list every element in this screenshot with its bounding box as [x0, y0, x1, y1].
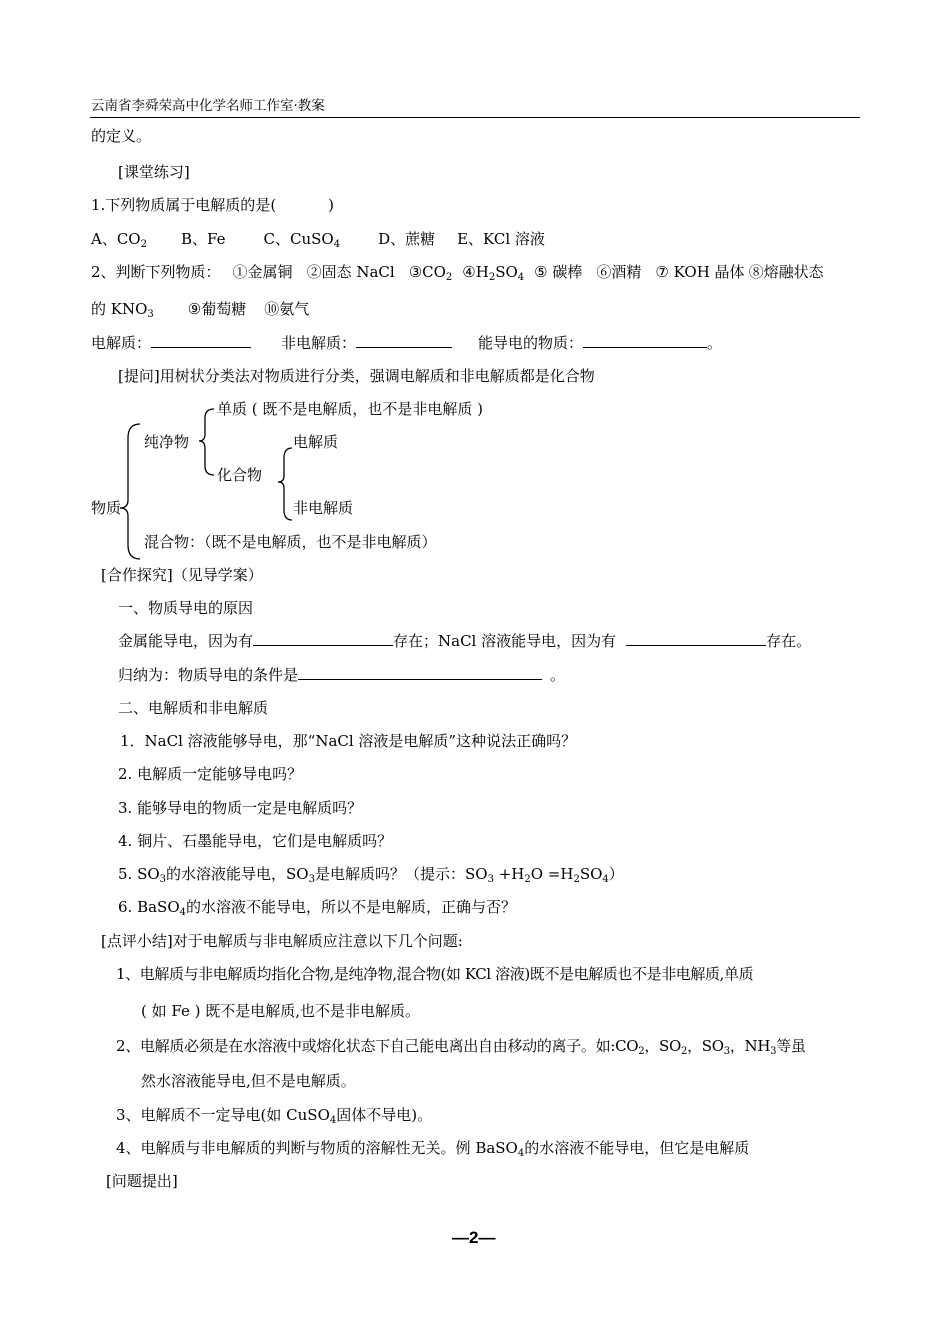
section-1-line-1: 金属能导电，因为有 存在；NaCl 溶液能导电，因为有 存在。 — [118, 632, 812, 650]
non-electrolyte-label: 非电解质： — [281, 334, 357, 352]
explore-q3: 3. 能够导电的物质一定是电解质吗？ — [118, 799, 363, 817]
tree-mixture: 混合物：（既不是电解质，也不是非电解质） — [144, 533, 437, 551]
explore-q2: 2. 电解质一定能够导电吗？ — [118, 765, 303, 783]
brace-compound — [278, 448, 292, 520]
brace-root — [120, 424, 140, 559]
tree-pure: 纯净物 — [144, 433, 190, 451]
tree-element: 单质 ( 既不是电解质，也不是非电解质 ) — [217, 400, 484, 418]
item-5: ⑤ 碳棒 — [534, 263, 583, 281]
explore-q1: 1．NaCl 溶液能够导电，那“NaCl 溶液是电解质”这种说法正确吗？ — [120, 732, 577, 750]
item-4: $④H_2SO_4$ — [462, 263, 525, 283]
option-e: E、KCl 溶液 — [457, 230, 545, 248]
summary-point-2-cont: 然水溶液能导电,但不是电解质。 — [141, 1072, 356, 1090]
intro-tail: 的定义。 — [91, 127, 152, 145]
question-2: 2、判断下列物质： ①金属铜 ②固态 NaCl $③CO_2$ $④H_2SO_4$ ⑤ 碳棒 ⑥酒精 ⑦ KOH 晶体 ⑧熔融状态 — [91, 263, 824, 283]
page-number: —2— — [452, 1228, 496, 1247]
section-2-title: 二、电解质和非电解质 — [118, 699, 269, 717]
page-header-title: 云南省李舜荣高中化学名师工作室·教案 — [91, 98, 325, 114]
item-9: ⑨葡萄糖 — [187, 300, 247, 318]
option-c: C、CuSO$_4$ — [263, 230, 341, 250]
item-2: ②固态 NaCl — [306, 263, 395, 281]
item-8-cont: 的 $KNO_3$ — [91, 300, 154, 320]
summary-point-1: 1、电解质与非电解质均指化合物,是纯净物,混合物(如 KCl 溶液)既不是电解质也不是非电解质,单质 — [116, 965, 754, 983]
tree-non-electrolyte: 非电解质 — [293, 499, 354, 517]
item-7: ⑦ KOH 晶体 — [655, 263, 745, 281]
summary-point-1-cont: ( 如 Fe ) 既不是电解质,也不是非电解质。 — [141, 1002, 421, 1020]
explore-q4: 4. 铜片、石墨能导电，它们是电解质吗？ — [118, 832, 393, 850]
item-1: ①金属铜 — [232, 263, 293, 281]
condition-blank[interactable] — [298, 665, 542, 680]
tree-electrolyte: 电解质 — [293, 433, 339, 451]
item-3: $③CO_2$ — [408, 263, 453, 283]
electrolyte-label: 电解质： — [91, 334, 152, 352]
nacl-carrier-blank[interactable] — [626, 631, 766, 646]
item-6: ⑥酒精 — [596, 263, 642, 281]
conductive-label: 能导电的物质： — [478, 334, 584, 352]
summary-point-3: 3、电解质不一定导电(如 CuSO$_4$固体不导电)。 — [116, 1106, 433, 1126]
question-1-stem-end: ) — [328, 196, 335, 214]
tree-compound: 化合物 — [217, 466, 263, 484]
option-d: D、蔗糖 — [378, 230, 436, 248]
tree-root: 物质 — [91, 499, 122, 517]
prompt-line: [提问]用树状分类法对物质进行分类，强调电解质和非电解质都是化合物 — [118, 367, 595, 385]
explore-q6: 6. BaSO$_4$的水溶液不能导电，所以不是电解质，正确与否？ — [118, 898, 517, 918]
metal-carrier-blank[interactable] — [253, 631, 393, 646]
section-1-line-2: 归纳为：物质导电的条件是 。 — [118, 666, 566, 684]
tree-braces — [0, 0, 950, 600]
question-1-stem: 1.下列物质属于电解质的是( — [91, 196, 277, 214]
option-a: A、$CO_2$ — [91, 230, 147, 250]
summary-heading: [点评小结]对于电解质与非电解质应注意以下几个问题: — [101, 932, 463, 950]
practice-heading: [课堂练习] — [118, 163, 190, 181]
explore-heading: [合作探究]（见导学案） — [101, 566, 263, 584]
item-10: ⑩氨气 — [264, 300, 310, 318]
section-1-title: 一、物质导电的原因 — [118, 599, 254, 617]
explore-q5: 5. $SO_3$的水溶液能导电，$SO_3$是电解质吗？（提示：$SO_3 +H_2O =H_2SO_4$） — [118, 865, 624, 885]
answer-line: 电解质： 非电解质： 能导电的物质： 。 — [91, 334, 723, 352]
option-b: B、Fe — [180, 230, 226, 248]
item-8: ⑧熔融状态 — [748, 263, 824, 281]
summary-point-2: 2、电解质必须是在水溶液中或熔化状态下自己能电离出自由移动的离子。如$:CO_2$，$SO_2$，$SO_3$，$NH_3$等虽 — [116, 1037, 806, 1057]
problem-heading: [问题提出] — [106, 1172, 178, 1190]
summary-point-4: 4、电解质与非电解质的判断与物质的溶解性无关。例 BaSO$_4$的水溶液不能导电，但它是电解质 — [116, 1139, 750, 1159]
brace-pure — [199, 409, 214, 475]
